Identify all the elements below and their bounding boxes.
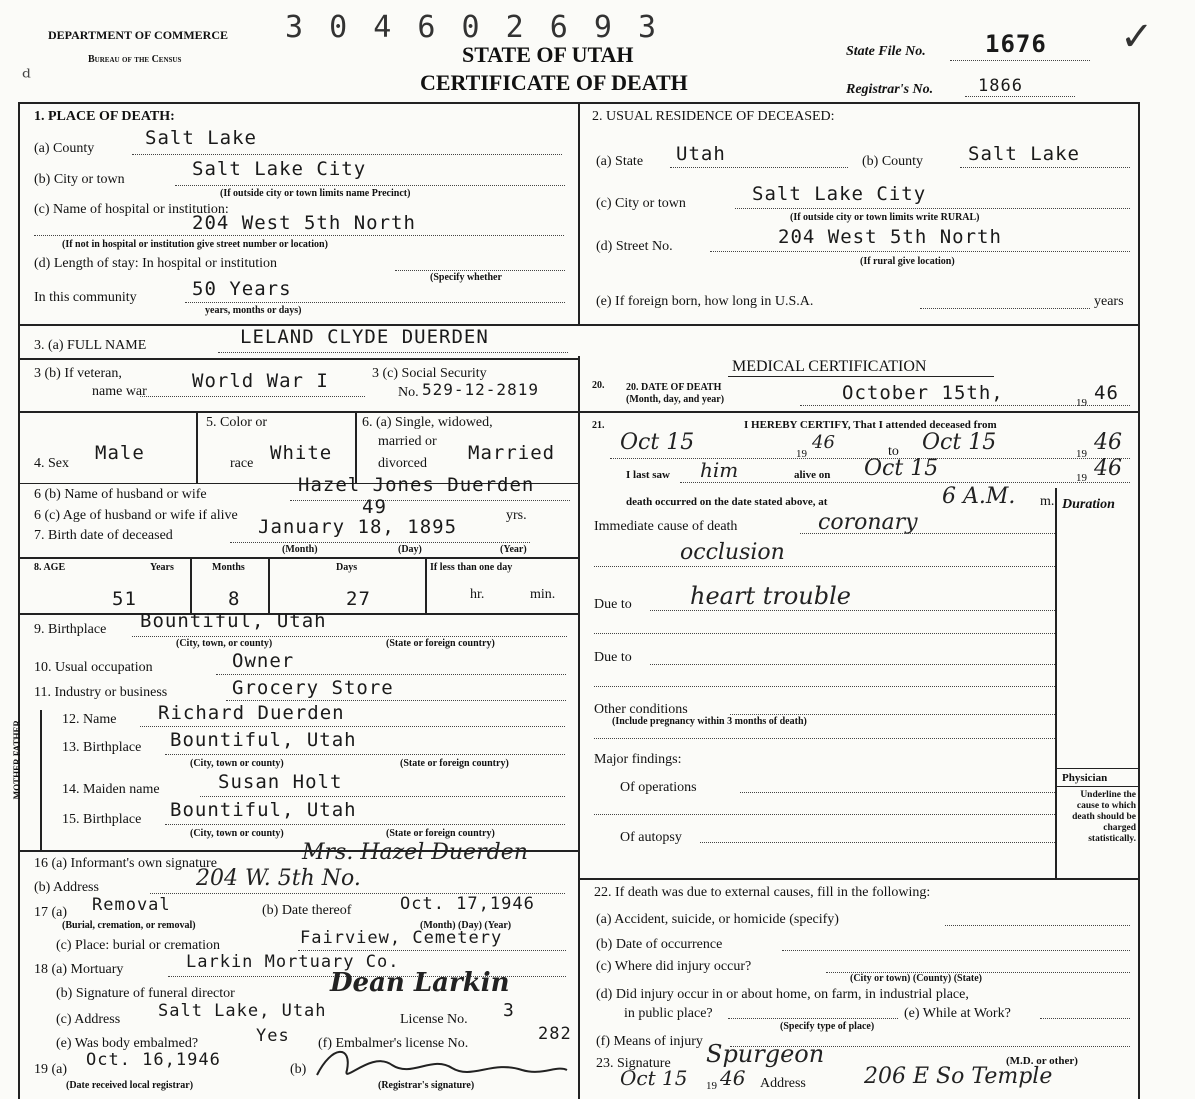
cemetery-label: (c) Place: burial or cremation: [56, 938, 221, 953]
occupation-value: Owner: [232, 650, 295, 672]
birth-month-note: (Month): [282, 544, 318, 555]
birthplace-note-2: (State or foreign country): [386, 638, 495, 649]
due-to-1-label: Due to: [594, 597, 632, 612]
age-years-value: 51: [112, 588, 137, 610]
industry-value: Grocery Store: [232, 677, 394, 699]
place-of-death-label: 1. PLACE OF DEATH:: [34, 109, 175, 124]
veteran-label-2: name war: [92, 384, 147, 399]
external-e-label: (e) While at Work?: [904, 1006, 1011, 1021]
funeral-director-label: (b) Signature of funeral director: [56, 986, 235, 1001]
fd-address-value: Salt Lake, Utah: [158, 1001, 327, 1021]
industry-label: 11. Industry or business: [34, 685, 168, 700]
signature-year: 46: [720, 1066, 746, 1090]
community-label: In this community: [34, 290, 137, 305]
alive-year: 46: [1094, 456, 1122, 481]
serial-number: 3 0 4 6 0 2 6 9 3: [285, 10, 661, 45]
less-than-day-label: If less than one day: [430, 562, 513, 573]
attended-to: Oct 15: [922, 430, 997, 455]
signature-date: Oct 15: [620, 1066, 688, 1090]
time-m: m.: [1040, 494, 1055, 509]
immediate-cause-value: coronary: [818, 510, 918, 535]
attended-to-year: 46: [1094, 430, 1122, 455]
stay-label: (d) Length of stay: In hospital or institution: [34, 256, 278, 271]
checkmark-icon: ✓: [1120, 14, 1154, 60]
certificate-title: CERTIFICATE OF DEATH: [420, 70, 688, 95]
informant-address-label: (b) Address: [34, 880, 99, 895]
father-birthplace-label: 13. Birthplace: [62, 740, 142, 755]
physician-note: Underline the cause to which death should be charged statistically.: [1072, 790, 1136, 844]
mother-bp-note-2: (State or foreign country): [386, 828, 495, 839]
disposition-date-note: (Month) (Day) (Year): [420, 920, 512, 931]
major-findings-label: Major findings:: [594, 752, 682, 767]
race-value: White: [270, 442, 333, 464]
funeral-director-signature: Dean Larkin: [330, 968, 510, 998]
city-value: Salt Lake City: [192, 158, 367, 180]
dod-number: 20.: [592, 380, 605, 391]
dod-year: 46: [1094, 382, 1119, 404]
birth-day-note: (Day): [398, 544, 422, 555]
spouse-age-value: 49: [362, 496, 387, 518]
last-saw-value: him: [700, 458, 739, 482]
birth-year-note: (Year): [500, 544, 527, 555]
external-c-label: (c) Where did injury occur?: [596, 959, 752, 974]
other-conditions-label: Other conditions: [594, 702, 688, 717]
community-note: years, months or days): [205, 305, 302, 316]
dod-note: (Month, day, and year): [626, 394, 725, 405]
spouse-label: 6 (b) Name of husband or wife: [34, 487, 207, 502]
registrar-number: 1866: [978, 76, 1023, 96]
hr-label: hr.: [470, 587, 485, 602]
father-name-label: 12. Name: [62, 712, 117, 727]
external-f-label: (f) Means of injury: [596, 1034, 703, 1049]
margin-mark: ᵈ: [22, 66, 31, 91]
attended-from: Oct 15: [620, 430, 695, 455]
attended-from-year: 46: [812, 432, 835, 453]
stay-note: (Specify whether: [430, 272, 502, 283]
age-months-label: Months: [212, 562, 245, 573]
registrar-signature-note: (Registrar's signature): [378, 1080, 475, 1091]
embalmer-license-label: (f) Embalmer's license No.: [318, 1036, 469, 1051]
mother-maiden-value: Susan Holt: [218, 771, 343, 793]
registrar-label: Registrar's No.: [846, 82, 934, 97]
state-file-number: 1676: [985, 30, 1047, 58]
mother-maiden-label: 14. Maiden name: [62, 782, 160, 797]
external-d-label: (d) Did injury occur in or about home, on farm, in industrial place,: [596, 987, 969, 1002]
external-a-label: (a) Accident, suicide, or homicide (specify): [596, 912, 839, 927]
foreign-born-label: (e) If foreign born, how long in U.S.A.: [596, 294, 814, 309]
signature-19: 19: [706, 1080, 717, 1092]
due-to-2-label: Due to: [594, 650, 632, 665]
certify-label: I HEREBY CERTIFY, That I attended deceased from: [744, 419, 997, 431]
phys-address-value: 206 E So Temple: [864, 1064, 1053, 1089]
sex-value: Male: [95, 442, 145, 464]
birth-date-label: 7. Birth date of deceased: [34, 528, 173, 543]
external-d-label-2: in public place?: [624, 1006, 713, 1021]
father-birthplace-value: Bountiful, Utah: [170, 729, 357, 751]
res-county-value: Salt Lake: [968, 143, 1080, 165]
registrar-date-label: 19 (a): [34, 1062, 68, 1077]
embalmed-label: (e) Was body embalmed?: [56, 1036, 199, 1051]
other-conditions-note: (Include pregnancy within 3 months of death): [612, 716, 807, 727]
father-bp-note-1: (City, town or county): [190, 758, 284, 769]
res-street-note: (If rural give location): [860, 256, 955, 267]
disposition-label: 17 (a): [34, 905, 68, 920]
birthplace-note-1: (City, town, or county): [176, 638, 273, 649]
res-city-note: (If outside city or town limits write RURAL): [790, 212, 980, 223]
sex-label: 4. Sex: [34, 456, 69, 471]
marital-value: Married: [468, 442, 556, 464]
ss-label-2: No.: [398, 385, 419, 400]
hospital-label: (c) Name of hospital or institution:: [34, 202, 229, 217]
spouse-age-label: 6 (c) Age of husband or wife if alive: [34, 508, 238, 523]
father-bp-note-2: (State or foreign country): [400, 758, 509, 769]
informant-label: 16 (a) Informant's own signature: [34, 856, 217, 871]
marital-label: 6. (a) Single, widowed,: [362, 415, 493, 430]
to-label: to: [888, 444, 899, 459]
ss-label: 3 (c) Social Security: [372, 366, 487, 381]
item-21: 21.: [592, 420, 605, 431]
mother-bp-note-1: (City, town or county): [190, 828, 284, 839]
res-street-label: (d) Street No.: [596, 239, 673, 254]
county-label: (a) County: [34, 141, 95, 156]
marital-label-3: divorced: [378, 456, 427, 471]
alive-on-value: Oct 15: [864, 456, 939, 481]
physician-header: Physician: [1062, 772, 1108, 784]
disposition-date-value: Oct. 17,1946: [400, 894, 535, 914]
hospital-value: 204 West 5th North: [192, 212, 416, 234]
due-to-1-value: heart trouble: [690, 582, 851, 610]
external-d-note: (Specify type of place): [780, 1021, 875, 1032]
immediate-cause-label: Immediate cause of death: [594, 519, 738, 534]
signature-label: 23. Signature: [596, 1056, 671, 1071]
age-days-label: Days: [336, 562, 358, 573]
birth-date-value: January 18, 1895: [258, 516, 458, 538]
from-19: 19: [796, 448, 807, 460]
spouse-value: Hazel Jones Duerden: [298, 474, 535, 496]
duration-header: Duration: [1062, 497, 1115, 512]
disposition-date-label: (b) Date thereof: [262, 903, 352, 918]
last-saw-label: I last saw: [626, 469, 671, 481]
marital-label-2: married or: [378, 434, 437, 449]
full-name-value: LELAND CLYDE DUERDEN: [240, 326, 489, 348]
color-label: 5. Color or: [206, 415, 268, 430]
age-label: 8. AGE: [34, 562, 66, 573]
operations-label: Of operations: [620, 780, 697, 795]
bureau-label: Bureau of the Census: [88, 54, 182, 65]
dept-label: DEPARTMENT OF COMMERCE: [48, 28, 229, 42]
dod-label: 20. DATE OF DEATH: [626, 382, 722, 393]
mother-birthplace-label: 15. Birthplace: [62, 812, 142, 827]
external-c-note: (City or town) (County) (State): [850, 973, 983, 984]
cemetery-value: Fairview, Cemetery: [300, 928, 503, 948]
fd-address-label: (c) Address: [56, 1012, 121, 1027]
res-city-value: Salt Lake City: [752, 183, 927, 205]
license-label: License No.: [400, 1012, 468, 1027]
state-file-label: State File No.: [846, 44, 926, 59]
external-b-label: (b) Date of occurrence: [596, 937, 723, 952]
father-name-value: Richard Duerden: [158, 702, 345, 724]
license-value: 3: [503, 1000, 515, 1021]
to-19: 19: [1076, 448, 1087, 460]
res-state-value: Utah: [676, 143, 726, 165]
residence-label: 2. USUAL RESIDENCE OF DECEASED:: [592, 109, 835, 124]
res-street-value: 204 West 5th North: [778, 226, 1002, 248]
informant-signature: Mrs. Hazel Duerden: [302, 840, 528, 865]
occupation-label: 10. Usual occupation: [34, 660, 153, 675]
disposition-value: Removal: [92, 895, 171, 915]
birthplace-label: 9. Birthplace: [34, 622, 107, 637]
registrar-b-label: (b): [290, 1062, 307, 1077]
city-label: (b) City or town: [34, 172, 125, 187]
immediate-cause-value-2: occlusion: [680, 540, 785, 565]
external-causes-label: 22. If death was due to external causes, fill in the following:: [594, 885, 931, 900]
min-label: min.: [530, 587, 556, 602]
birthplace-value: Bountiful, Utah: [140, 610, 327, 632]
alive-on-label: alive on: [794, 469, 831, 481]
res-state-label: (a) State: [596, 154, 644, 169]
hospital-note: (If not in hospital or institution give street number or location): [62, 239, 328, 250]
physician-signature: Spurgeon: [706, 1040, 825, 1068]
full-name-label: 3. (a) FULL NAME: [34, 338, 147, 353]
race-label: race: [230, 456, 254, 471]
ss-value: 529-12-2819: [422, 380, 539, 399]
medical-certification-title: MEDICAL CERTIFICATION: [732, 358, 927, 375]
res-city-label: (c) City or town: [596, 196, 686, 211]
res-county-label: (b) County: [862, 154, 924, 169]
veteran-value: World War I: [192, 370, 329, 392]
veteran-label: 3 (b) If veteran,: [34, 366, 122, 381]
age-days-value: 27: [346, 588, 371, 610]
state-title: STATE OF UTAH: [462, 42, 634, 67]
yrs-label: yrs.: [506, 508, 527, 523]
disposition-note: (Burial, cremation, or removal): [62, 920, 196, 931]
registrar-signature: [312, 1040, 572, 1090]
md-or-other-note: (M.D. or other): [1006, 1055, 1078, 1067]
alive-19: 19: [1076, 472, 1087, 484]
informant-address-value: 204 W. 5th No.: [196, 866, 361, 891]
embalmer-license-value: 282: [538, 1024, 572, 1044]
phys-address-label: Address: [760, 1076, 806, 1091]
mortuary-label: 18 (a) Mortuary: [34, 962, 124, 977]
county-value: Salt Lake: [145, 127, 257, 149]
registrar-date-note: (Date received local registrar): [66, 1080, 194, 1091]
mortuary-value: Larkin Mortuary Co.: [186, 952, 400, 972]
age-years-label: Years: [150, 562, 174, 573]
embalmed-value: Yes: [256, 1026, 290, 1046]
city-note: (If outside city or town limits name Precinct): [220, 188, 411, 199]
death-time: 6 A.M.: [942, 484, 1016, 509]
community-value: 50 Years: [192, 278, 292, 300]
autopsy-label: Of autopsy: [620, 830, 682, 845]
mother-birthplace-value: Bountiful, Utah: [170, 799, 357, 821]
registrar-date-value: Oct. 16,1946: [86, 1050, 221, 1070]
foreign-years-label: years: [1094, 294, 1124, 309]
age-months-value: 8: [228, 588, 241, 610]
parents-side-label: MOTHER FATHER: [12, 720, 22, 800]
dod-19: 19: [1076, 397, 1087, 409]
dod-value: October 15th,: [842, 382, 1004, 404]
death-occurred-label: death occurred on the date stated above, at: [626, 496, 828, 508]
